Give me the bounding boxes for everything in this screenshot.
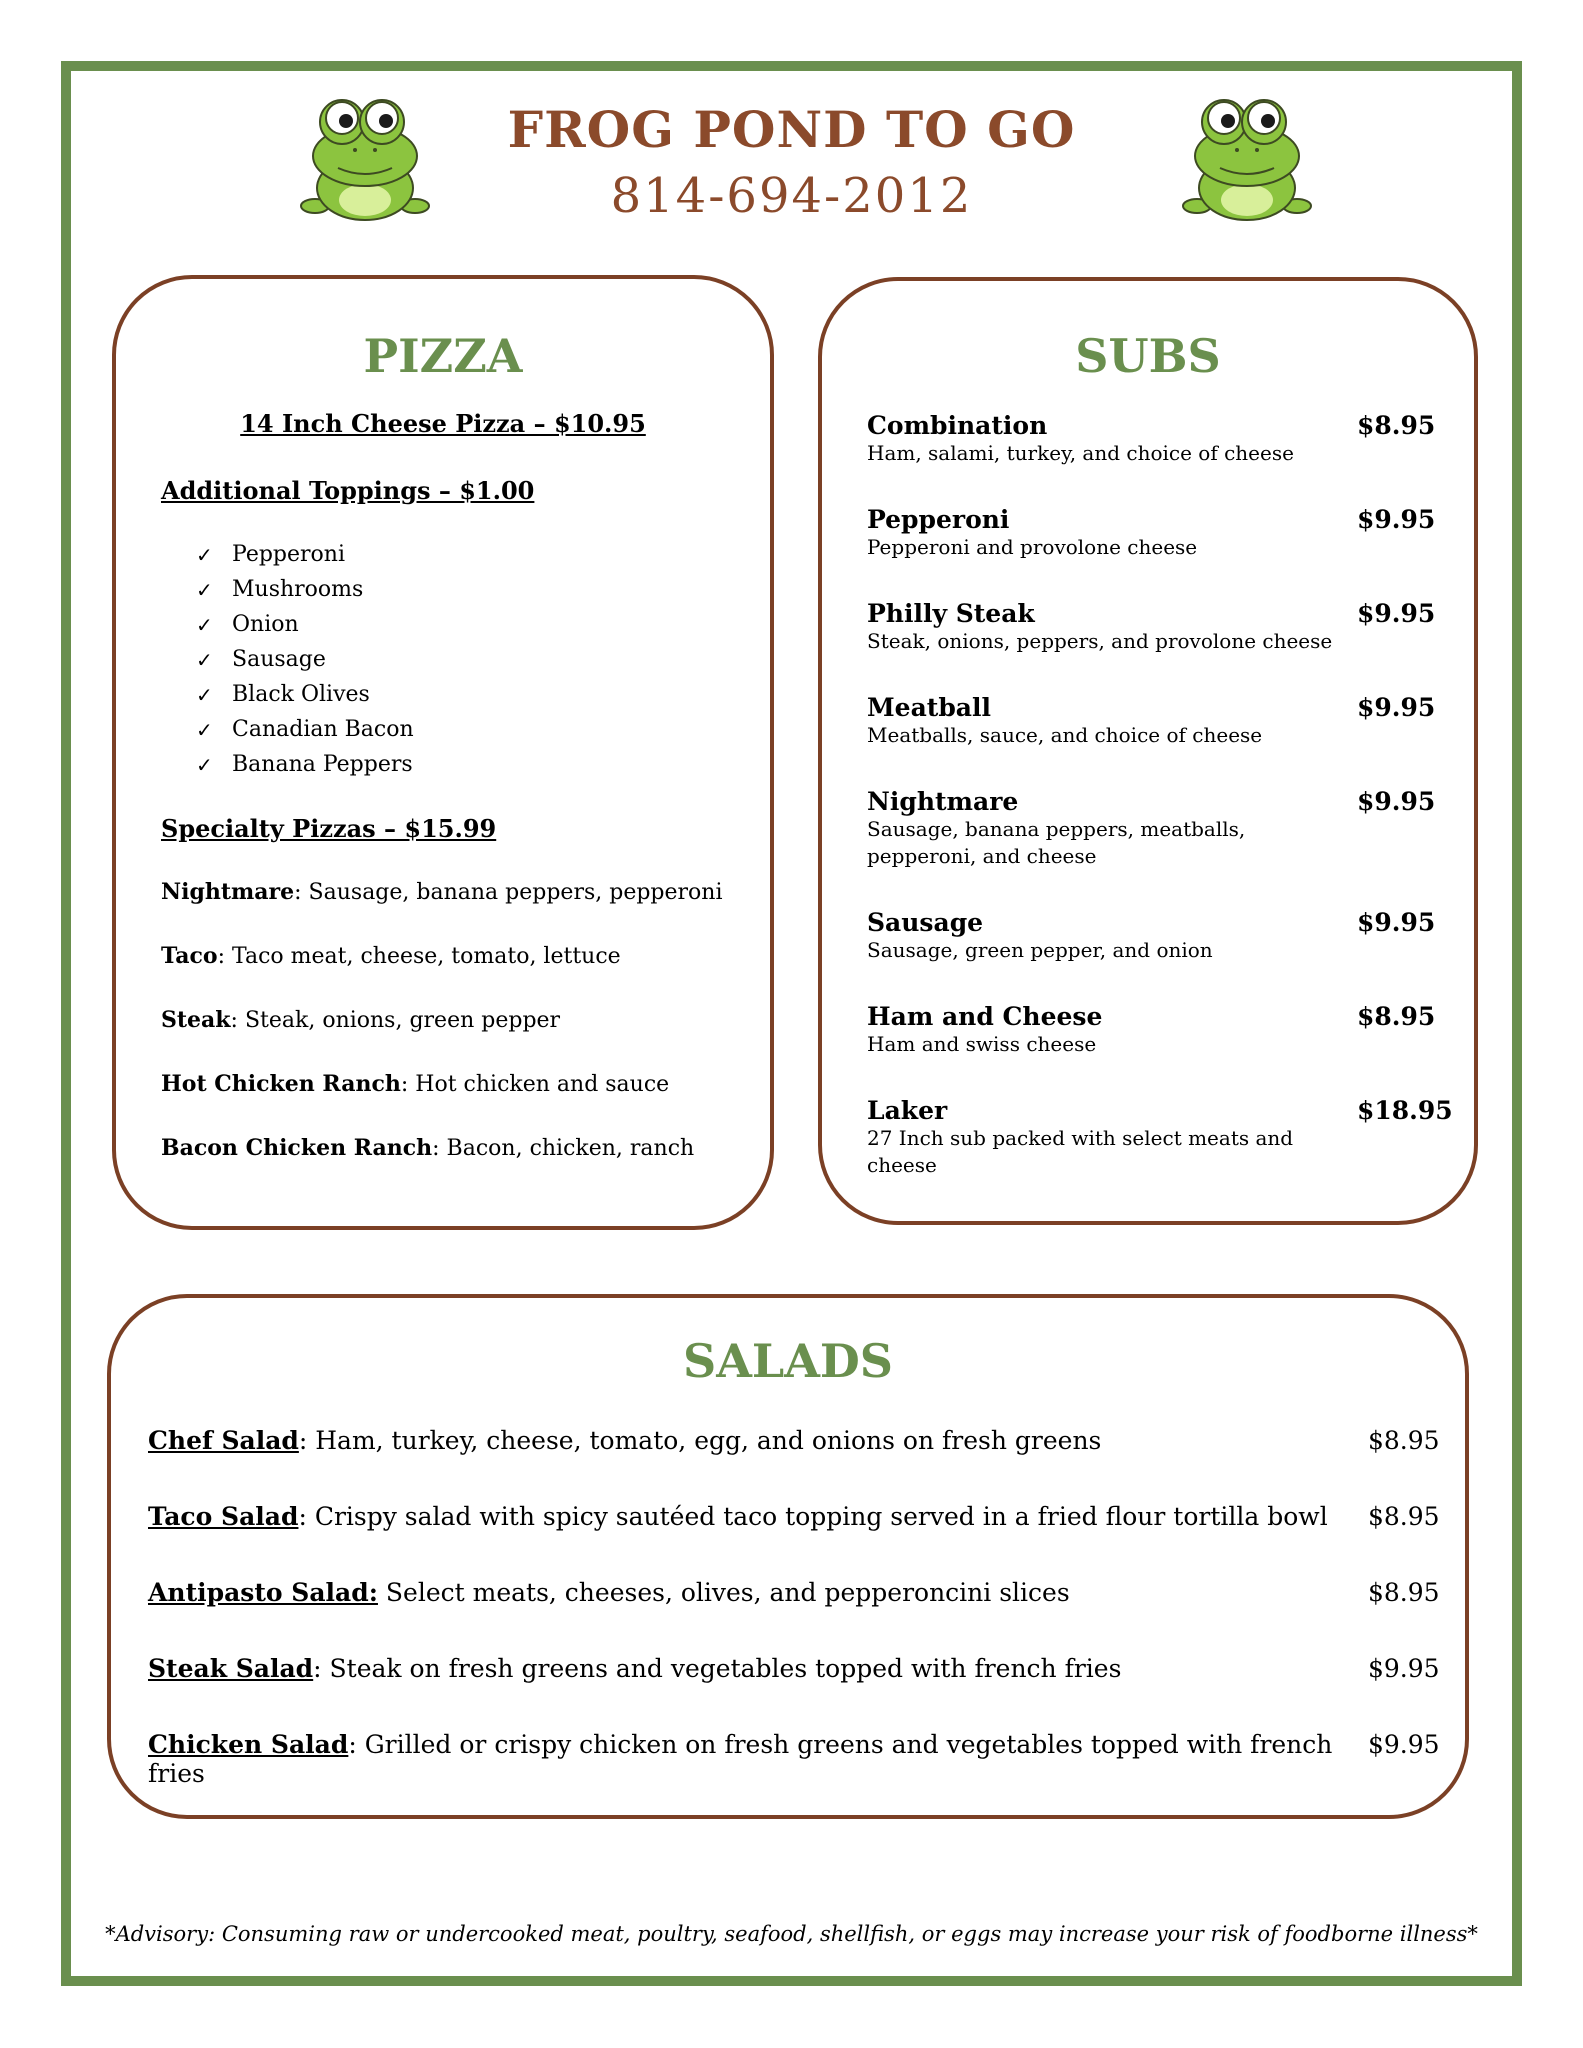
salad-desc: : Steak on fresh greens and vegetables topped with french fries <box>313 1654 1122 1683</box>
sub-name: Pepperoni <box>867 505 1010 534</box>
specialty-desc: : Bacon, chicken, ranch <box>432 1136 695 1161</box>
specialty-desc: : Steak, onions, green pepper <box>230 1008 561 1033</box>
salad-price: $9.95 <box>1368 1730 1440 1759</box>
salad-item <box>148 1502 1438 1531</box>
phone-number: 814-694-2012 <box>610 168 973 224</box>
pizza-panel <box>112 275 774 1230</box>
checkmark-icon: ✓ <box>196 682 213 707</box>
food-advisory: *Advisory: Consuming raw or undercooked meat, poultry, seafood, shellfish, or eggs may increase your risk of foodborne illness* <box>105 1922 1478 1946</box>
sub-price: $9.95 <box>1357 787 1436 816</box>
list-item <box>196 712 414 747</box>
sub-item <box>867 1096 1453 1179</box>
specialty-pizza <box>161 879 723 905</box>
sub-desc: Steak, onions, peppers, and provolone cheese <box>867 629 1333 653</box>
salad-item <box>148 1654 1438 1683</box>
list-item <box>196 607 414 642</box>
salad-desc: : Crispy salad with spicy sautéed taco topping served in a fried flour tortilla bowl <box>298 1502 1328 1531</box>
specialty-name: Steak <box>161 1007 231 1033</box>
specialty-pizza <box>161 1071 669 1097</box>
salad-price: $8.95 <box>1368 1578 1440 1607</box>
salad-price: $8.95 <box>1368 1426 1440 1455</box>
salad-desc: : Grilled or crispy chicken on fresh greens and vegetables topped with french fries <box>148 1730 1333 1788</box>
checkmark-icon: ✓ <box>196 577 213 602</box>
topping-label: Banana Peppers <box>232 752 413 777</box>
list-item <box>196 642 414 677</box>
cheese-pizza-price: 14 Inch Cheese Pizza – $10.95 <box>240 409 646 438</box>
sub-price: $18.95 <box>1357 1096 1453 1125</box>
checkmark-icon: ✓ <box>196 647 213 672</box>
list-item <box>196 677 414 712</box>
specialty-pizza <box>161 1135 694 1161</box>
specialty-pizza <box>161 1007 560 1033</box>
sub-item <box>867 411 1437 467</box>
sub-desc: Ham and swiss cheese <box>867 1032 1097 1056</box>
sub-name: Laker <box>867 1096 948 1125</box>
pizza-heading: PIZZA <box>363 329 523 383</box>
salads-heading: SALADS <box>682 1334 894 1388</box>
sub-desc: 27 Inch sub packed with select meats and cheese <box>867 1126 1294 1177</box>
salad-name: Steak Salad <box>148 1654 314 1683</box>
specialty-heading: Specialty Pizzas – $15.99 <box>161 814 497 843</box>
salad-desc: Select meats, cheeses, olives, and pepperoncini slices <box>377 1578 1070 1607</box>
sub-name: Philly Steak <box>867 599 1035 628</box>
topping-label: Sausage <box>232 647 326 672</box>
salad-item <box>148 1730 1438 1788</box>
sub-desc: Sausage, banana peppers, meatballs, pepperoni, and cheese <box>867 817 1246 868</box>
salad-name: Chef Salad <box>148 1426 299 1455</box>
salads-panel <box>107 1294 1469 1819</box>
salad-price: $8.95 <box>1368 1502 1440 1531</box>
sub-item <box>867 693 1437 749</box>
specialty-pizza <box>161 943 621 969</box>
sub-item <box>867 908 1437 964</box>
list-item <box>196 572 414 607</box>
restaurant-name: FROG POND TO GO <box>507 100 1076 159</box>
sub-name: Ham and Cheese <box>867 1002 1103 1031</box>
sub-item <box>867 599 1437 655</box>
sub-name: Combination <box>867 411 1048 440</box>
sub-item <box>867 505 1437 561</box>
salad-item <box>148 1578 1438 1607</box>
specialty-name: Taco <box>161 943 218 969</box>
specialty-desc: : Hot chicken and sauce <box>400 1072 670 1097</box>
subs-panel <box>818 277 1478 1225</box>
toppings-heading: Additional Toppings – $1.00 <box>161 476 535 505</box>
sub-desc: Sausage, green pepper, and onion <box>867 938 1213 962</box>
topping-label: Mushrooms <box>232 577 364 602</box>
sub-price: $9.95 <box>1357 908 1436 937</box>
specialty-name: Nightmare <box>161 879 295 905</box>
specialty-desc: : Sausage, banana peppers, pepperoni <box>294 880 723 905</box>
specialty-name: Bacon Chicken Ranch <box>161 1135 433 1161</box>
specialty-desc: : Taco meat, cheese, tomato, lettuce <box>217 944 621 969</box>
topping-label: Canadian Bacon <box>232 717 414 742</box>
checkmark-icon: ✓ <box>196 612 213 637</box>
sub-desc: Ham, salami, turkey, and choice of cheese <box>867 441 1294 465</box>
list-item <box>196 537 414 572</box>
salad-name: Taco Salad <box>148 1502 299 1531</box>
salad-item <box>148 1426 1438 1455</box>
sub-price: $9.95 <box>1357 693 1436 722</box>
salad-name: Chicken Salad <box>148 1730 349 1759</box>
sub-desc: Meatballs, sauce, and choice of cheese <box>867 723 1263 747</box>
salad-price: $9.95 <box>1368 1654 1440 1683</box>
sub-price: $8.95 <box>1357 411 1436 440</box>
sub-price: $9.95 <box>1357 505 1436 534</box>
toppings-list <box>196 537 414 782</box>
checkmark-icon: ✓ <box>196 752 213 777</box>
salad-name: Antipasto Salad: <box>148 1578 378 1607</box>
sub-item <box>867 787 1437 870</box>
sub-name: Sausage <box>867 908 984 937</box>
topping-label: Pepperoni <box>232 542 345 567</box>
sub-item <box>867 1002 1437 1058</box>
sub-price: $9.95 <box>1357 599 1436 628</box>
topping-label: Black Olives <box>232 682 370 707</box>
sub-desc: Pepperoni and provolone cheese <box>867 535 1198 559</box>
checkmark-icon: ✓ <box>196 717 213 742</box>
checkmark-icon: ✓ <box>196 542 213 567</box>
sub-price: $8.95 <box>1357 1002 1436 1031</box>
salad-desc: : Ham, turkey, cheese, tomato, egg, and onions on fresh greens <box>298 1426 1102 1455</box>
subs-heading: SUBS <box>1075 329 1221 383</box>
specialty-name: Hot Chicken Ranch <box>161 1071 401 1097</box>
sub-name: Meatball <box>867 693 991 722</box>
topping-label: Onion <box>232 612 299 637</box>
sub-name: Nightmare <box>867 787 1019 816</box>
list-item <box>196 747 414 782</box>
